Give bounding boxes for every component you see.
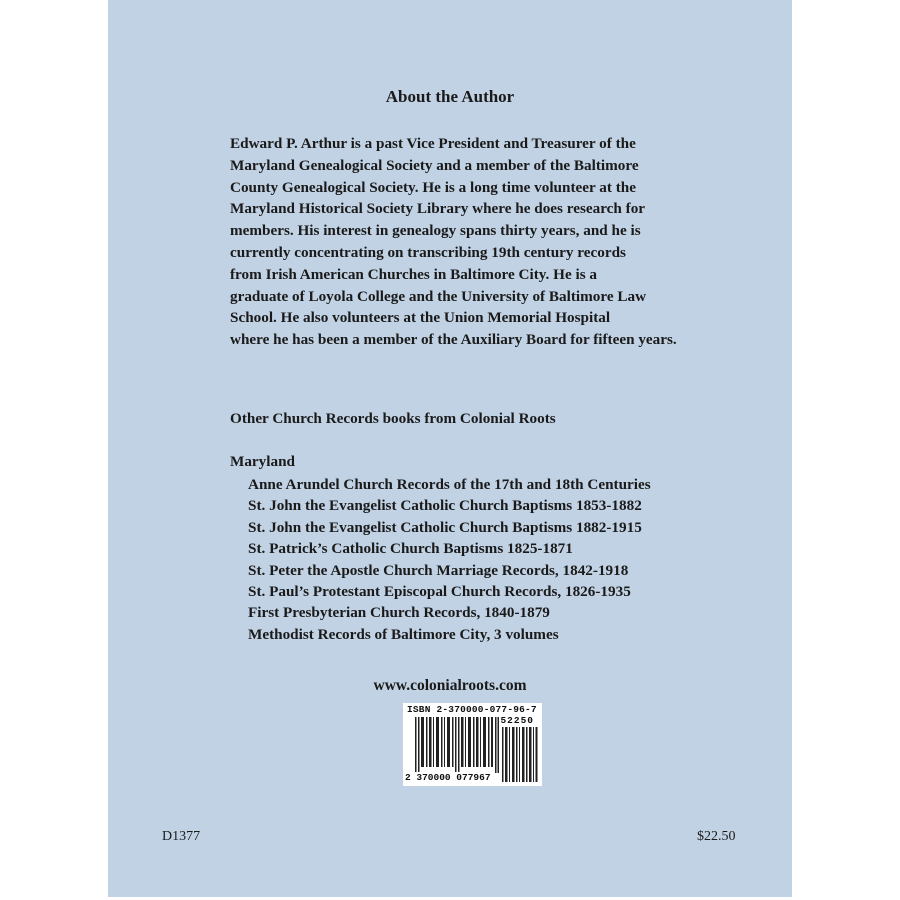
barcode-bars-icon bbox=[415, 717, 499, 773]
addon-barcode-bars-icon bbox=[502, 727, 538, 782]
price-code: 52250 bbox=[500, 715, 534, 726]
other-books-heading: Other Church Records books from Colonial Roots bbox=[230, 410, 556, 427]
region-label: Maryland bbox=[230, 453, 295, 470]
book-item: Anne Arundel Church Records of the 17th and 18th Centuries bbox=[248, 476, 651, 493]
bio-line: Edward P. Arthur is a past Vice President and Treasurer of the bbox=[230, 135, 636, 152]
author-bio bbox=[230, 133, 690, 351]
isbn-label: ISBN 2-370000-077-96-7 bbox=[407, 704, 537, 715]
bio-line: where he has been a member of the Auxiliary Board for fifteen years. bbox=[230, 331, 677, 349]
barcode-number: 2 370000 077967 bbox=[405, 772, 491, 783]
bio-line: graduate of Loyola College and the University of Baltimore Law bbox=[230, 287, 647, 305]
product-code: D1377 bbox=[162, 829, 201, 844]
book-item: St. Peter the Apostle Church Marriage Records, 1842-1918 bbox=[248, 561, 629, 579]
bio-line: currently concentrating on transcribing 19th century records bbox=[230, 243, 626, 261]
bio-line: County Genealogical Society. He is a long time volunteer at the bbox=[230, 178, 636, 196]
book-list bbox=[248, 474, 651, 645]
bio-line: from Irish American Churches in Baltimore City. He is a bbox=[230, 265, 598, 283]
book-item: Methodist Records of Baltimore City, 3 volumes bbox=[248, 625, 559, 643]
bio-line: Maryland Genealogical Society and a member of the Baltimore bbox=[230, 156, 639, 174]
isbn-barcode bbox=[403, 703, 542, 786]
book-item: St. John the Evangelist Catholic Church Baptisms 1853-1882 bbox=[248, 497, 642, 515]
back-cover bbox=[108, 0, 792, 897]
price: $22.50 bbox=[697, 829, 736, 844]
book-item: St. John the Evangelist Catholic Church Baptisms 1882-1915 bbox=[248, 518, 642, 536]
bio-line: members. His interest in genealogy spans thirty years, and he is bbox=[230, 222, 641, 240]
website-url: www.colonialroots.com bbox=[373, 677, 527, 694]
book-item: St. Patrick’s Catholic Church Baptisms 1825-1871 bbox=[248, 540, 573, 558]
bio-line: School. He also volunteers at the Union Memorial Hospital bbox=[230, 309, 611, 327]
about-author-heading: About the Author bbox=[385, 87, 515, 106]
book-item: St. Paul’s Protestant Episcopal Church Records, 1826-1935 bbox=[248, 583, 631, 601]
bio-line: Maryland Historical Society Library where he does research for bbox=[230, 200, 646, 218]
book-item: First Presbyterian Church Records, 1840-1879 bbox=[248, 604, 550, 622]
